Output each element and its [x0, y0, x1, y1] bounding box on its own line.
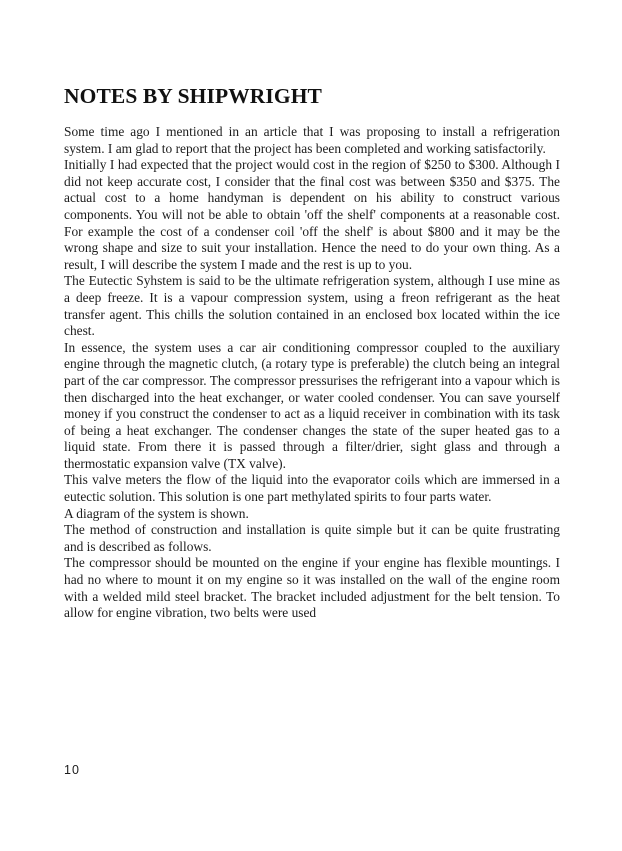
paragraph: A diagram of the system is shown.	[64, 505, 249, 521]
paragraph: The compressor should be mounted on the engine if your engine has flexible mountings. I had no where to mount it on my engine so it was installed on the wall of the engine room with a welded mild steel bracket. The bracket included adjustment for the belt tension. To allow for engine vibration, two belts were used	[64, 555, 560, 621]
paragraph: The method of construction and installation is quite simple but it can be quite frustrating and is described as follows.	[64, 522, 560, 554]
article-title: NOTES BY SHIPWRIGHT	[64, 84, 322, 108]
paragraph: In essence, the system uses a car air conditioning compressor coupled to the auxiliary engine through the magnetic clutch, (a rotary type is preferable) the clutch being an integral part of the car compressor. The compressor pressurises the refrigerant into a vapour which is then discharged into the heat exchanger, or water cooled condenser. You can save yourself money if you construct the condenser to act as a liquid receiver in combination with its task of being a heat exchanger. The condenser changes the state of the super heated gas to a liquid state. From there it is passed through a filter/drier, sight glass and through a thermostatic expansion valve (TX valve).	[64, 339, 560, 471]
paragraph: Initially I had expected that the project would cost in the region of $250 to $300. Although I did not keep accurate cost, I consider that the final cost was between $350 and $375. The actual cost to a home handyman is dependent on his ability to construct various components. You will not be able to obtain 'off the shelf' components at a reasonable cost. For example the cost of a condenser coil 'off the shelf' is about $800 and it may be the wrong shape and size to suit your installation. Hence the need to do your own thing. As a result, I will describe the system I made and the rest is up to you.	[64, 157, 560, 272]
paragraph: Some time ago I mentioned in an article that I was proposing to install a refrigeration system. I am glad to report that the project has been completed and working satisfactorily.	[64, 124, 560, 156]
article-body	[64, 124, 560, 622]
paragraph: This valve meters the flow of the liquid into the evaporator coils which are immersed in a eutectic solution. This solution is one part methylated spirits to four parts water.	[64, 472, 560, 505]
paragraph: The Eutectic Syhstem is said to be the ultimate refrigeration system, although I use mine as a deep freeze. It is a vapour compression system, using a freon refrigerant as the heat transfer agent. This chills the solution contained in an enclosed box located within the ice chest.	[64, 273, 560, 339]
page-number: 10	[64, 763, 80, 777]
